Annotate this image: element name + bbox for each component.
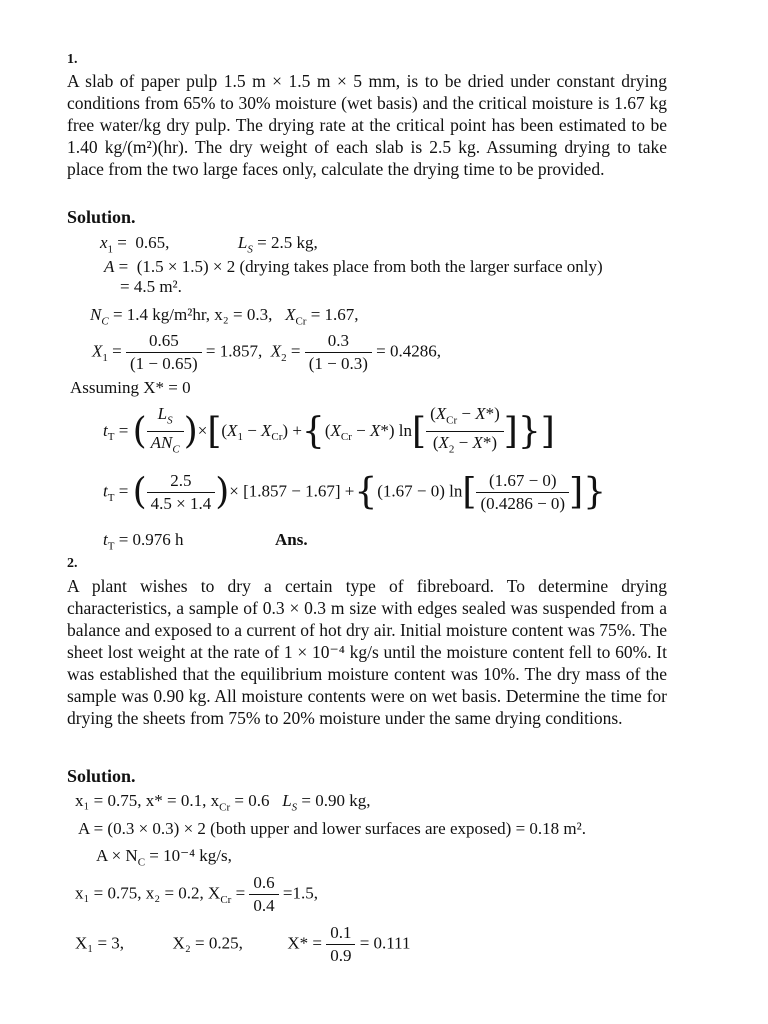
problem-2-number: 2. [67,556,78,571]
answer-label: Ans. [275,530,308,549]
sol2-line5: X₁ = 3, X₂ = 0.25, X* = $\frac{0.1}{0.9}$ = 0.111 [75,923,411,965]
problem-2-text: A plant wishes to dry a certain type of fibreboard. To determine drying characteristics, a sample of 0.3 × 0.3 m size with edges sealed was suspended from a balance and exposed to a current of hot dry air. Initial moisture content was 75%. The sheet lost weight at the rate of 1 × 10⁻⁴ kg/s until the moisture content fell to 60%. It was established that the equilibrium moisture content was 10%. The dry mass of the sample was 0.90 kg. All moisture contents were on wet basis. Determine the time for drying the sheets from 75% to 20% moisture under the same drying conditions. [67,576,667,728]
assuming-line: Assuming X* = 0 [70,378,191,397]
x1-fraction: $\frac{0.65}{(1 - 0.65)}$ [126,330,202,375]
sol1-line2: A = (1.5 × 1.5) × 2 (drying takes place from both the larger surface only) [104,257,603,276]
problem-1-number: 1. [67,52,78,67]
sol1-result: $t_T = 0.976$ h [103,530,184,553]
drying-time-substitution: $t_T$ = ( $\frac{2.5}{4.5 \times 1.4}$ )× [1.857 − 1.67] +{(1.67 − 0) ln[ $\frac{(1.67 - 0)}{(0.4286 - 0)}$ ]} [103,471,607,513]
solution-2-label: Solution. [67,766,136,786]
x2-fraction: $\frac{0.3}{(1 - 0.3)}$ [305,330,372,375]
sol1-x-values: $X_1$ = $\frac{0.65}{(1 - 0.65)}$ = 1.857, $X_2$ = $\frac{0.3}{(1 - 0.3)}$ = 0.4286, [92,331,441,373]
sol1-line3: = 4.5 m². [120,277,182,296]
sol2-line4: x₁ = 0.75, x₂ = 0.2, $X_{Cr}$ = $\frac{0.6}{0.4}$ =1.5, [75,873,318,915]
sol2-line1: x₁ = 0.75, x* = 0.1, $x_{Cr} = 0.6$ $L_S = 0.90$ kg, [75,791,371,814]
drying-time-formula: $t_T$ = ( $\frac{L_S}{AN_C}$ )$\times[(X_1 - X_{Cr}) +\{(X_{Cr} - X*)$ ln[ $\frac{(X_{Cr} - X*)}{(X_2 - X*)}$ ]}] [103,404,555,456]
sol1-line1: $x_1 = 0.65$, $L_S = 2.5$ kg, [100,233,318,256]
problem-1-text: A slab of paper pulp 1.5 m × 1.5 m × 5 mm, is to be dried under constant drying conditions from 65% to 30% moisture (wet basis) and the critical moisture is 1.67 kg free water/kg dry pulp. The drying rate at the critical point has been estimated to be 1.40 kg/(m²)(hr). The dry weight of each slab is 2.5 kg. Assuming drying to take place from the two large faces only, calculate the drying time to be provided. [67,71,667,179]
solution-1-label: Solution. [67,207,136,227]
sol2-line2: A = (0.3 × 0.3) × 2 (both upper and lower surfaces are exposed) = 0.18 m². [78,819,586,838]
sol2-line3: $A \times N_C = 10^{-4}$ kg/s, [96,846,232,869]
sol1-line4: $N_C = 1.4$ kg/m²hr, x₂ = 0.3, $X_{Cr} = 1.67$, [90,305,359,328]
